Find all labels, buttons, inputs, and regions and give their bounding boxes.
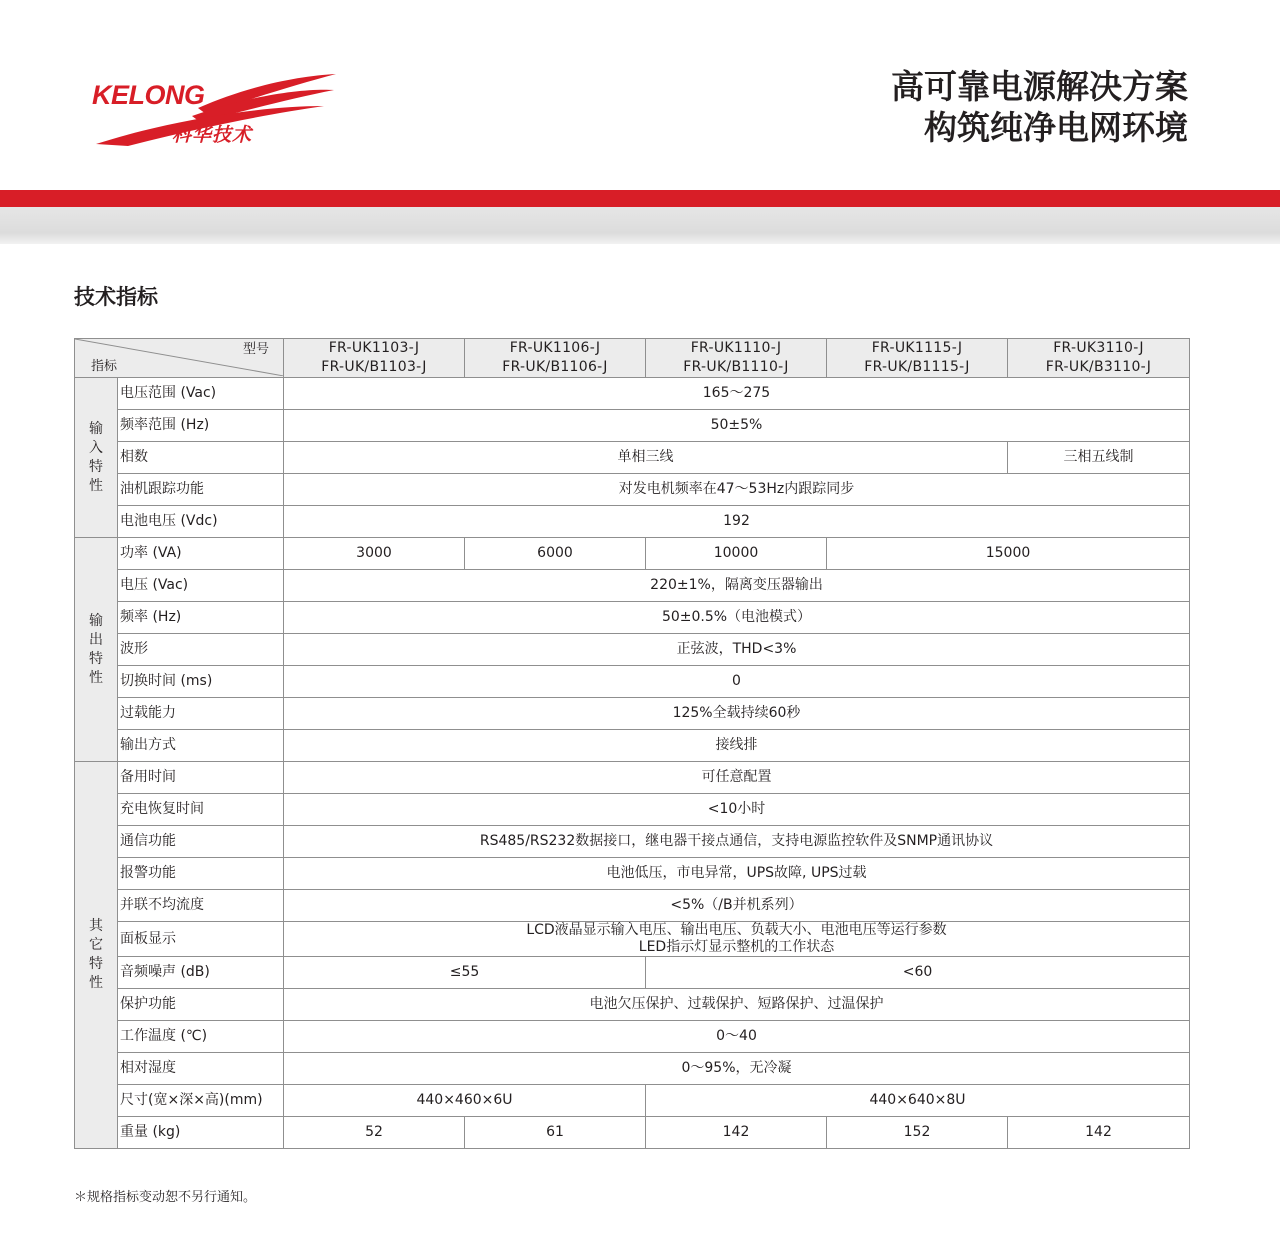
table-row: [75, 957, 1190, 989]
row-value: ≤55: [284, 957, 646, 989]
row-label: 油机跟踪功能: [118, 474, 284, 506]
row-value: 220±1%，隔离变压器输出: [284, 570, 1190, 602]
row-value: 165～275: [284, 378, 1190, 410]
brand-name-en: KELONG: [92, 80, 205, 110]
row-label: 通信功能: [118, 826, 284, 858]
spec-table: [74, 338, 1190, 1149]
table-row: [75, 442, 1190, 474]
row-value: <10小时: [284, 794, 1190, 826]
table-row: [75, 506, 1190, 538]
row-value: <5%（/B并机系列）: [284, 890, 1190, 922]
group-input: 输 入 特 性: [75, 378, 118, 538]
model-header: FR-UK1115-J FR-UK/B1115-J: [827, 339, 1008, 378]
footnote: ＊规格指标变动恕不另行通知。: [74, 1190, 257, 1205]
row-value: 142: [1008, 1117, 1190, 1149]
row-label: 尺寸(宽×深×高)(mm): [118, 1085, 284, 1117]
table-row: [75, 989, 1190, 1021]
model-header: FR-UK1103-J FR-UK/B1103-J: [284, 339, 465, 378]
table-row: [75, 762, 1190, 794]
model-header: FR-UK1110-J FR-UK/B1110-J: [646, 339, 827, 378]
header-grey-band: [0, 207, 1280, 244]
table-header-row: [75, 339, 1190, 378]
row-value: 6000: [465, 538, 646, 570]
row-label: 电池电压 (Vdc): [118, 506, 284, 538]
row-value: 电池低压，市电异常，UPS故障, UPS过载: [284, 858, 1190, 890]
row-label: 并联不均流度: [118, 890, 284, 922]
row-value: 10000: [646, 538, 827, 570]
row-label: 工作温度 (℃): [118, 1021, 284, 1053]
kelong-logo: [88, 66, 348, 150]
row-label: 过载能力: [118, 698, 284, 730]
row-value: <60: [646, 957, 1190, 989]
row-label: 相数: [118, 442, 284, 474]
row-value: 142: [646, 1117, 827, 1149]
group-output: 输 出 特 性: [75, 538, 118, 762]
table-row: [75, 1085, 1190, 1117]
table-corner-cell: [75, 339, 284, 378]
table-row: [75, 538, 1190, 570]
table-row: [75, 794, 1190, 826]
row-label: 输出方式: [118, 730, 284, 762]
row-value: 50±5%: [284, 410, 1190, 442]
slogan: [891, 66, 1188, 148]
row-label: 频率范围 (Hz): [118, 410, 284, 442]
group-other: 其 它 特 性: [75, 762, 118, 1149]
header-red-band: [0, 190, 1280, 207]
row-value: RS485/RS232数据接口，继电器干接点通信，支持电源监控软件及SNMP通讯协议: [284, 826, 1190, 858]
row-value: 125%全载持续60秒: [284, 698, 1190, 730]
slogan-line-1: 高可靠电源解决方案: [891, 67, 1188, 106]
row-value: 52: [284, 1117, 465, 1149]
table-row: [75, 570, 1190, 602]
row-label: 报警功能: [118, 858, 284, 890]
table-row: [75, 1053, 1190, 1085]
row-value: 15000: [827, 538, 1190, 570]
row-value: 0～95%，无冷凝: [284, 1053, 1190, 1085]
row-label: 相对湿度: [118, 1053, 284, 1085]
row-value: 单相三线: [284, 442, 1008, 474]
row-value: 可任意配置: [284, 762, 1190, 794]
table-row: [75, 410, 1190, 442]
row-label: 频率 (Hz): [118, 602, 284, 634]
table-row: [75, 1117, 1190, 1149]
table-row: [75, 890, 1190, 922]
row-value: 电池欠压保护、过载保护、短路保护、过温保护: [284, 989, 1190, 1021]
corner-indicator-label: 指标: [91, 359, 118, 374]
row-label: 电压范围 (Vac): [118, 378, 284, 410]
model-header: FR-UK1106-J FR-UK/B1106-J: [465, 339, 646, 378]
row-value: 440×640×8U: [646, 1085, 1190, 1117]
table-row: [75, 634, 1190, 666]
row-value: 50±0.5%（电池模式）: [284, 602, 1190, 634]
row-label: 保护功能: [118, 989, 284, 1021]
table-row: [75, 474, 1190, 506]
table-row: [75, 922, 1190, 957]
table-row: [75, 698, 1190, 730]
row-value: 正弦波，THD<3%: [284, 634, 1190, 666]
row-value: 三相五线制: [1008, 442, 1190, 474]
row-label: 音频噪声 (dB): [118, 957, 284, 989]
row-value: LCD液晶显示输入电压、输出电压、负载大小、电池电压等运行参数 LED指示灯显示整机的工作状态: [284, 922, 1190, 957]
table-row: [75, 378, 1190, 410]
table-row: [75, 730, 1190, 762]
section-title: 技术指标: [74, 285, 158, 309]
table-row: [75, 1021, 1190, 1053]
row-value: 61: [465, 1117, 646, 1149]
row-value: 152: [827, 1117, 1008, 1149]
row-value: 0～40: [284, 1021, 1190, 1053]
row-label: 面板显示: [118, 922, 284, 957]
row-label: 重量 (kg): [118, 1117, 284, 1149]
table-row: [75, 602, 1190, 634]
row-value: 接线排: [284, 730, 1190, 762]
table-row: [75, 826, 1190, 858]
row-label: 功率 (VA): [118, 538, 284, 570]
row-label: 切换时间 (ms): [118, 666, 284, 698]
row-value: 440×460×6U: [284, 1085, 646, 1117]
model-header: FR-UK3110-J FR-UK/B3110-J: [1008, 339, 1190, 378]
row-label: 备用时间: [118, 762, 284, 794]
row-value: 192: [284, 506, 1190, 538]
row-value: 对发电机频率在47～53Hz内跟踪同步: [284, 474, 1190, 506]
row-label: 充电恢复时间: [118, 794, 284, 826]
slogan-line-2: 构筑纯净电网环境: [924, 108, 1188, 147]
row-label: 电压 (Vac): [118, 570, 284, 602]
row-value: 3000: [284, 538, 465, 570]
table-row: [75, 858, 1190, 890]
brand-name-cn: 科华技术: [172, 124, 253, 146]
corner-model-label: 型号: [242, 342, 269, 357]
row-label: 波形: [118, 634, 284, 666]
row-value: 0: [284, 666, 1190, 698]
table-row: [75, 666, 1190, 698]
